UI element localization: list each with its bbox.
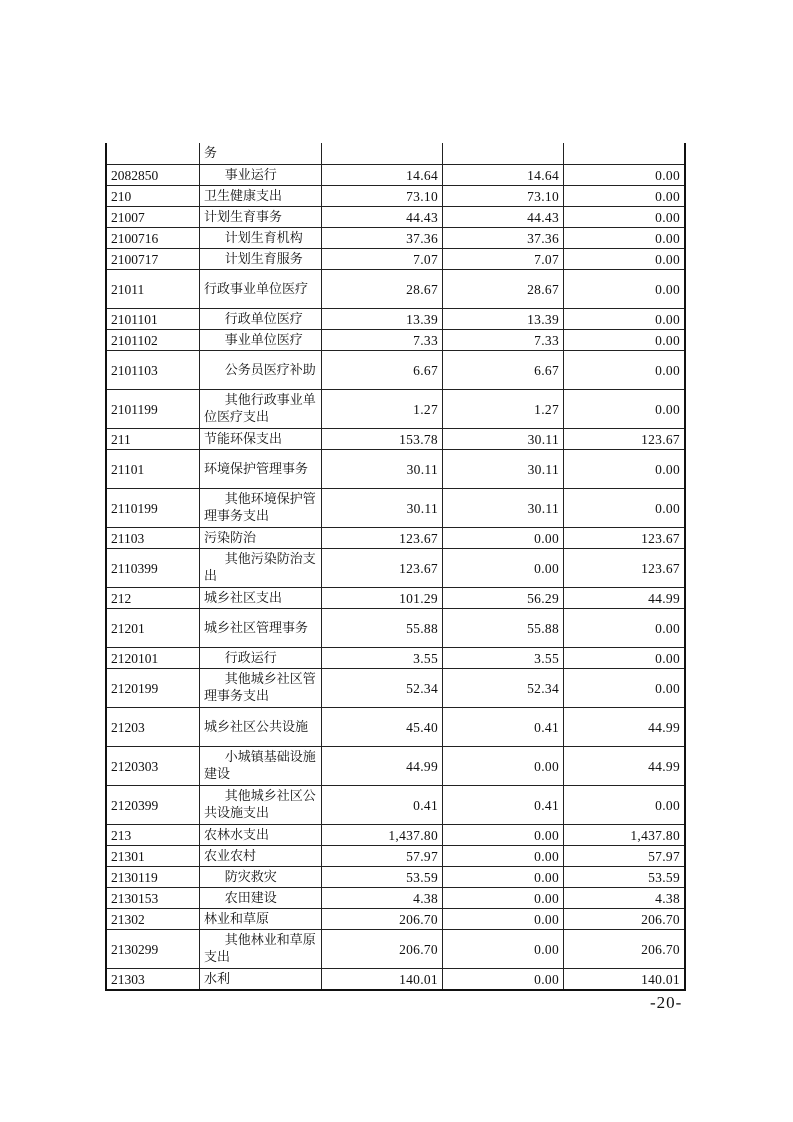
cell-code: 2101101 <box>106 309 200 330</box>
cell-basic: 7.33 <box>443 330 564 351</box>
cell-project: 53.59 <box>564 867 686 888</box>
cell-name <box>200 888 322 909</box>
cell-project: 0.00 <box>564 390 686 429</box>
cell-basic <box>443 143 564 165</box>
cell-name-text: 其他城乡社区管理事务支出 <box>204 672 316 704</box>
cell-total: 123.67 <box>322 549 443 588</box>
cell-total: 206.70 <box>322 930 443 969</box>
table-row <box>106 186 685 207</box>
table-row <box>106 228 685 249</box>
cell-name-text: 节能环保支出 <box>204 431 283 447</box>
cell-project: 44.99 <box>564 588 686 609</box>
cell-basic: 37.36 <box>443 228 564 249</box>
table-row <box>106 330 685 351</box>
cell-project: 44.99 <box>564 747 686 786</box>
cell-name <box>200 609 322 648</box>
cell-total: 101.29 <box>322 588 443 609</box>
table-row <box>106 207 685 228</box>
cell-name-text: 其他污染防治支出 <box>204 552 316 584</box>
cell-code: 2101103 <box>106 351 200 390</box>
cell-code: 21303 <box>106 969 200 991</box>
cell-total: 6.67 <box>322 351 443 390</box>
cell-code: 2101102 <box>106 330 200 351</box>
cell-basic: 30.11 <box>443 489 564 528</box>
cell-basic: 1.27 <box>443 390 564 429</box>
cell-name-text: 行政运行 <box>224 650 277 666</box>
cell-basic: 0.00 <box>443 909 564 930</box>
cell-project: 0.00 <box>564 207 686 228</box>
cell-code: 2130119 <box>106 867 200 888</box>
table-row <box>106 390 685 429</box>
cell-project: 0.00 <box>564 165 686 186</box>
table-row <box>106 450 685 489</box>
cell-name-text: 农田建设 <box>224 890 277 906</box>
cell-project: 0.00 <box>564 489 686 528</box>
cell-project: 0.00 <box>564 228 686 249</box>
cell-total: 4.38 <box>322 888 443 909</box>
page-number: -20- <box>650 993 683 1012</box>
cell-project: 0.00 <box>564 330 686 351</box>
cell-project <box>564 143 686 165</box>
cell-name <box>200 186 322 207</box>
cell-project: 123.67 <box>564 528 686 549</box>
cell-project: 206.70 <box>564 930 686 969</box>
cell-total: 14.64 <box>322 165 443 186</box>
cell-total: 7.07 <box>322 249 443 270</box>
cell-project: 0.00 <box>564 786 686 825</box>
cell-code: 21203 <box>106 708 200 747</box>
cell-name-text: 其他城乡社区公共设施支出 <box>204 789 316 821</box>
cell-name-text: 小城镇基础设施建设 <box>204 750 316 782</box>
cell-project: 123.67 <box>564 429 686 450</box>
cell-name <box>200 549 322 588</box>
cell-name-text: 城乡社区支出 <box>204 590 283 606</box>
table-row <box>106 708 685 747</box>
table-row <box>106 648 685 669</box>
cell-name: 务 <box>200 143 322 165</box>
cell-total: 30.11 <box>322 450 443 489</box>
cell-code: 21007 <box>106 207 200 228</box>
cell-total: 57.97 <box>322 846 443 867</box>
cell-code: 2100717 <box>106 249 200 270</box>
cell-name-text: 其他林业和草原支出 <box>204 933 316 965</box>
cell-name <box>200 846 322 867</box>
cell-name-text: 城乡社区公共设施 <box>204 719 309 735</box>
cell-basic: 13.39 <box>443 309 564 330</box>
table-row <box>106 909 685 930</box>
cell-basic: 14.64 <box>443 165 564 186</box>
cell-basic: 30.11 <box>443 429 564 450</box>
cell-project: 123.67 <box>564 549 686 588</box>
cell-total: 140.01 <box>322 969 443 991</box>
cell-project: 0.00 <box>564 186 686 207</box>
cell-basic: 52.34 <box>443 669 564 708</box>
cell-total: 44.99 <box>322 747 443 786</box>
cell-name-text: 行政事业单位医疗 <box>204 281 309 297</box>
cell-name <box>200 207 322 228</box>
table-row <box>106 867 685 888</box>
cell-total: 153.78 <box>322 429 443 450</box>
table-row <box>106 747 685 786</box>
cell-total: 1,437.80 <box>322 825 443 846</box>
cell-code: 2120101 <box>106 648 200 669</box>
table-row <box>106 351 685 390</box>
cell-total: 55.88 <box>322 609 443 648</box>
cell-basic: 0.00 <box>443 969 564 991</box>
cell-name-text: 公务员医疗补助 <box>224 362 316 378</box>
cell-name <box>200 930 322 969</box>
cell-name-text: 计划生育服务 <box>224 251 303 267</box>
cell-total: 28.67 <box>322 270 443 309</box>
table-row-continuation <box>106 143 685 165</box>
table-row <box>106 969 685 991</box>
cell-code: 210 <box>106 186 200 207</box>
cell-code: 2120199 <box>106 669 200 708</box>
cell-name-text: 水利 <box>204 971 231 987</box>
cell-name-text: 环境保护管理事务 <box>204 461 309 477</box>
cell-name-text: 农林水支出 <box>204 827 270 843</box>
cell-project: 0.00 <box>564 351 686 390</box>
cell-name-text: 农业农村 <box>204 848 257 864</box>
cell-total: 53.59 <box>322 867 443 888</box>
cell-name-text: 计划生育机构 <box>224 230 303 246</box>
cell-total: 1.27 <box>322 390 443 429</box>
cell-code: 213 <box>106 825 200 846</box>
cell-total: 52.34 <box>322 669 443 708</box>
table-row <box>106 309 685 330</box>
cell-name <box>200 867 322 888</box>
cell-total <box>322 143 443 165</box>
cell-name-text: 防灾救灾 <box>224 869 277 885</box>
cell-name-text: 林业和草原 <box>204 911 270 927</box>
cell-name <box>200 969 322 991</box>
cell-total: 7.33 <box>322 330 443 351</box>
cell-name-text: 城乡社区管理事务 <box>204 620 309 636</box>
cell-project: 0.00 <box>564 309 686 330</box>
cell-code: 212 <box>106 588 200 609</box>
cell-name <box>200 708 322 747</box>
cell-name <box>200 747 322 786</box>
cell-project: 57.97 <box>564 846 686 867</box>
table-row <box>106 588 685 609</box>
cell-code: 2100716 <box>106 228 200 249</box>
cell-basic: 56.29 <box>443 588 564 609</box>
cell-basic: 28.67 <box>443 270 564 309</box>
cell-code <box>106 143 200 165</box>
cell-name <box>200 249 322 270</box>
cell-code: 211 <box>106 429 200 450</box>
cell-name-text: 事业运行 <box>224 167 277 183</box>
cell-basic: 0.41 <box>443 786 564 825</box>
cell-project: 0.00 <box>564 249 686 270</box>
cell-project: 0.00 <box>564 450 686 489</box>
cell-code: 2130153 <box>106 888 200 909</box>
table-row <box>106 846 685 867</box>
cell-name <box>200 588 322 609</box>
cell-name <box>200 648 322 669</box>
cell-total: 45.40 <box>322 708 443 747</box>
cell-project: 206.70 <box>564 909 686 930</box>
table-row <box>106 825 685 846</box>
cell-total: 123.67 <box>322 528 443 549</box>
cell-basic: 0.00 <box>443 888 564 909</box>
cell-project: 0.00 <box>564 669 686 708</box>
cell-name <box>200 309 322 330</box>
cell-code: 21302 <box>106 909 200 930</box>
cell-name <box>200 390 322 429</box>
table-row <box>106 786 685 825</box>
cell-total: 30.11 <box>322 489 443 528</box>
table-row <box>106 669 685 708</box>
cell-name-text: 卫生健康支出 <box>204 188 283 204</box>
cell-name <box>200 351 322 390</box>
cell-total: 37.36 <box>322 228 443 249</box>
cell-name <box>200 489 322 528</box>
cell-code: 2110399 <box>106 549 200 588</box>
cell-basic: 3.55 <box>443 648 564 669</box>
cell-name <box>200 786 322 825</box>
cell-basic: 0.00 <box>443 549 564 588</box>
cell-total: 73.10 <box>322 186 443 207</box>
cell-code: 2110199 <box>106 489 200 528</box>
cell-basic: 0.00 <box>443 930 564 969</box>
cell-basic: 0.00 <box>443 825 564 846</box>
cell-basic: 0.00 <box>443 528 564 549</box>
cell-basic: 6.67 <box>443 351 564 390</box>
cell-basic: 7.07 <box>443 249 564 270</box>
cell-code: 2082850 <box>106 165 200 186</box>
cell-code: 2101199 <box>106 390 200 429</box>
cell-project: 140.01 <box>564 969 686 991</box>
cell-project: 0.00 <box>564 270 686 309</box>
cell-basic: 0.00 <box>443 747 564 786</box>
cell-code: 2120399 <box>106 786 200 825</box>
table-row <box>106 609 685 648</box>
table-row <box>106 528 685 549</box>
cell-total: 44.43 <box>322 207 443 228</box>
cell-code: 21011 <box>106 270 200 309</box>
table-row <box>106 888 685 909</box>
table-row <box>106 429 685 450</box>
cell-basic: 73.10 <box>443 186 564 207</box>
cell-basic: 30.11 <box>443 450 564 489</box>
cell-name <box>200 450 322 489</box>
budget-table <box>105 143 686 991</box>
cell-name-text: 计划生育事务 <box>204 209 283 225</box>
table-row <box>106 930 685 969</box>
cell-name <box>200 825 322 846</box>
cell-name-text: 其他环境保护管理事务支出 <box>204 492 316 524</box>
cell-basic: 0.00 <box>443 867 564 888</box>
cell-basic: 0.41 <box>443 708 564 747</box>
cell-name <box>200 909 322 930</box>
cell-project: 1,437.80 <box>564 825 686 846</box>
table-row <box>106 549 685 588</box>
cell-basic: 55.88 <box>443 609 564 648</box>
cell-name-text: 污染防治 <box>204 530 257 546</box>
cell-name <box>200 669 322 708</box>
cell-total: 13.39 <box>322 309 443 330</box>
cell-code: 21103 <box>106 528 200 549</box>
cell-code: 21101 <box>106 450 200 489</box>
cell-project: 44.99 <box>564 708 686 747</box>
table-row <box>106 489 685 528</box>
table-row <box>106 270 685 309</box>
cell-project: 0.00 <box>564 648 686 669</box>
cell-total: 206.70 <box>322 909 443 930</box>
cell-name-text: 事业单位医疗 <box>224 332 303 348</box>
cell-total: 3.55 <box>322 648 443 669</box>
cell-basic: 0.00 <box>443 846 564 867</box>
cell-project: 0.00 <box>564 609 686 648</box>
cell-code: 2120303 <box>106 747 200 786</box>
table-row <box>106 165 685 186</box>
cell-name-text: 其他行政事业单位医疗支出 <box>204 393 316 425</box>
cell-name <box>200 228 322 249</box>
cell-code: 21201 <box>106 609 200 648</box>
table-row <box>106 249 685 270</box>
cell-basic: 44.43 <box>443 207 564 228</box>
cell-code: 2130299 <box>106 930 200 969</box>
cell-name <box>200 165 322 186</box>
cell-name <box>200 330 322 351</box>
cell-code: 21301 <box>106 846 200 867</box>
cell-name <box>200 270 322 309</box>
cell-name-text: 行政单位医疗 <box>224 311 303 327</box>
cell-project: 4.38 <box>564 888 686 909</box>
cell-total: 0.41 <box>322 786 443 825</box>
cell-name <box>200 429 322 450</box>
cell-name <box>200 528 322 549</box>
